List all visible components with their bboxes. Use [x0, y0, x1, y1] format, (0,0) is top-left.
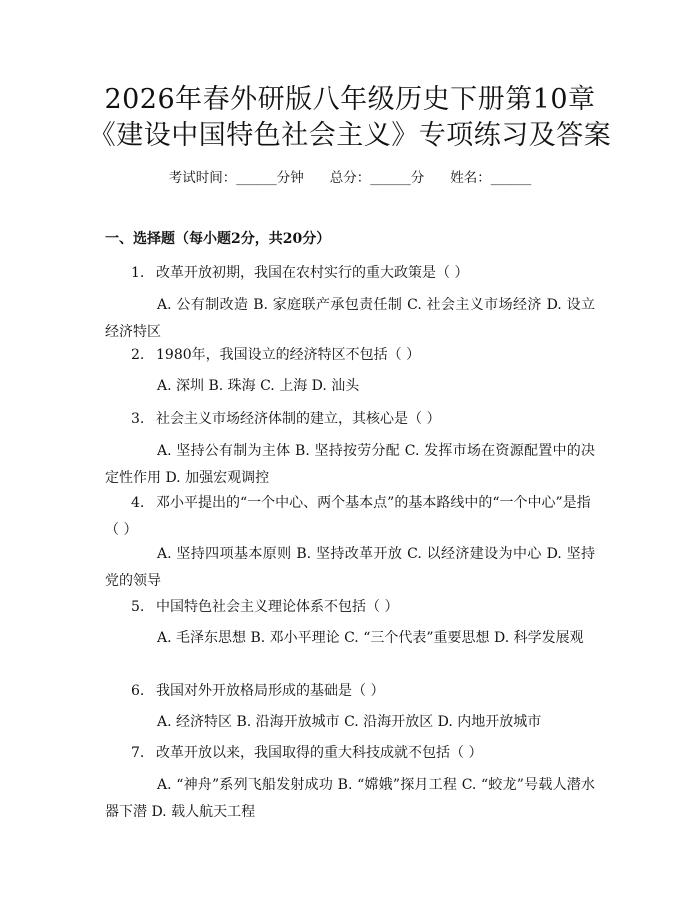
question-number: 4.	[131, 495, 145, 511]
question-item	[105, 741, 595, 765]
exam-meta-line	[0, 168, 700, 188]
question-options: A. 坚持公有制为主体 B. 坚持按劳分配 C. 发挥市场在资源配置中的决定性作用 D. 加强宏观调控	[105, 443, 595, 486]
question-stem: 中国特色社会主义理论体系不包括（ ）	[156, 599, 399, 615]
question-number: 1.	[131, 265, 145, 281]
question-number: 6.	[131, 683, 145, 699]
question-item	[105, 261, 595, 285]
question-item	[105, 679, 595, 703]
question-options: A. 毛泽东思想 B. 邓小平理论 C. “三个代表”重要思想 D. 科学发展观	[157, 630, 584, 646]
question-number: 3.	[131, 411, 145, 427]
name-field: 姓名：______	[450, 170, 532, 186]
question-number: 2.	[131, 347, 145, 363]
total-score-field: 总分：______分	[329, 170, 425, 186]
question-stem: 邓小平提出的“一个中心、两个基本点”的基本路线中的“一个中心”是指（ ）	[105, 495, 591, 538]
section-heading: 一、选择题（每小题2分，共20分）	[105, 231, 331, 247]
exam-time-field: 考试时间：______分钟	[168, 170, 304, 186]
question-options: A. 公有制改造 B. 家庭联产承包责任制 C. 社会主义市场经济 D. 设立经济特区	[105, 297, 595, 340]
document-title-line-1: 2026年春外研版八年级历史下册第10章	[104, 84, 596, 115]
question-number: 7.	[131, 745, 145, 761]
question-stem: 改革开放初期，我国在农村实行的重大政策是（ ）	[156, 265, 469, 281]
question-options: A. “神舟”系列飞船发射成功 B. “嫦娥”探月工程 C. “蛟龙”号载人潜水器下潜 D. 载人航天工程	[105, 777, 595, 820]
document-title-line-2: 《建设中国特色社会主义》专项练习及答案	[88, 120, 612, 151]
question-stem: 改革开放以来，我国取得的重大科技成就不包括（ ）	[156, 745, 483, 761]
question-item	[105, 407, 595, 431]
question-stem: 我国对外开放格局形成的基础是（ ）	[156, 683, 385, 699]
question-item	[105, 343, 595, 367]
question-options: A. 深圳 B. 珠海 C. 上海 D. 汕头	[157, 378, 360, 394]
question-options: A. 坚持四项基本原则 B. 坚持改革开放 C. 以经济建设为中心 D. 坚持党的领导	[105, 546, 595, 589]
question-options: A. 经济特区 B. 沿海开放城市 C. 沿海开放区 D. 内地开放城市	[157, 714, 542, 730]
question-item	[105, 595, 595, 619]
question-item	[105, 490, 595, 544]
question-stem: 社会主义市场经济体制的建立，其核心是（ ）	[156, 411, 441, 427]
question-number: 5.	[131, 599, 145, 615]
question-stem: 1980年，我国设立的经济特区不包括（ ）	[156, 347, 421, 363]
